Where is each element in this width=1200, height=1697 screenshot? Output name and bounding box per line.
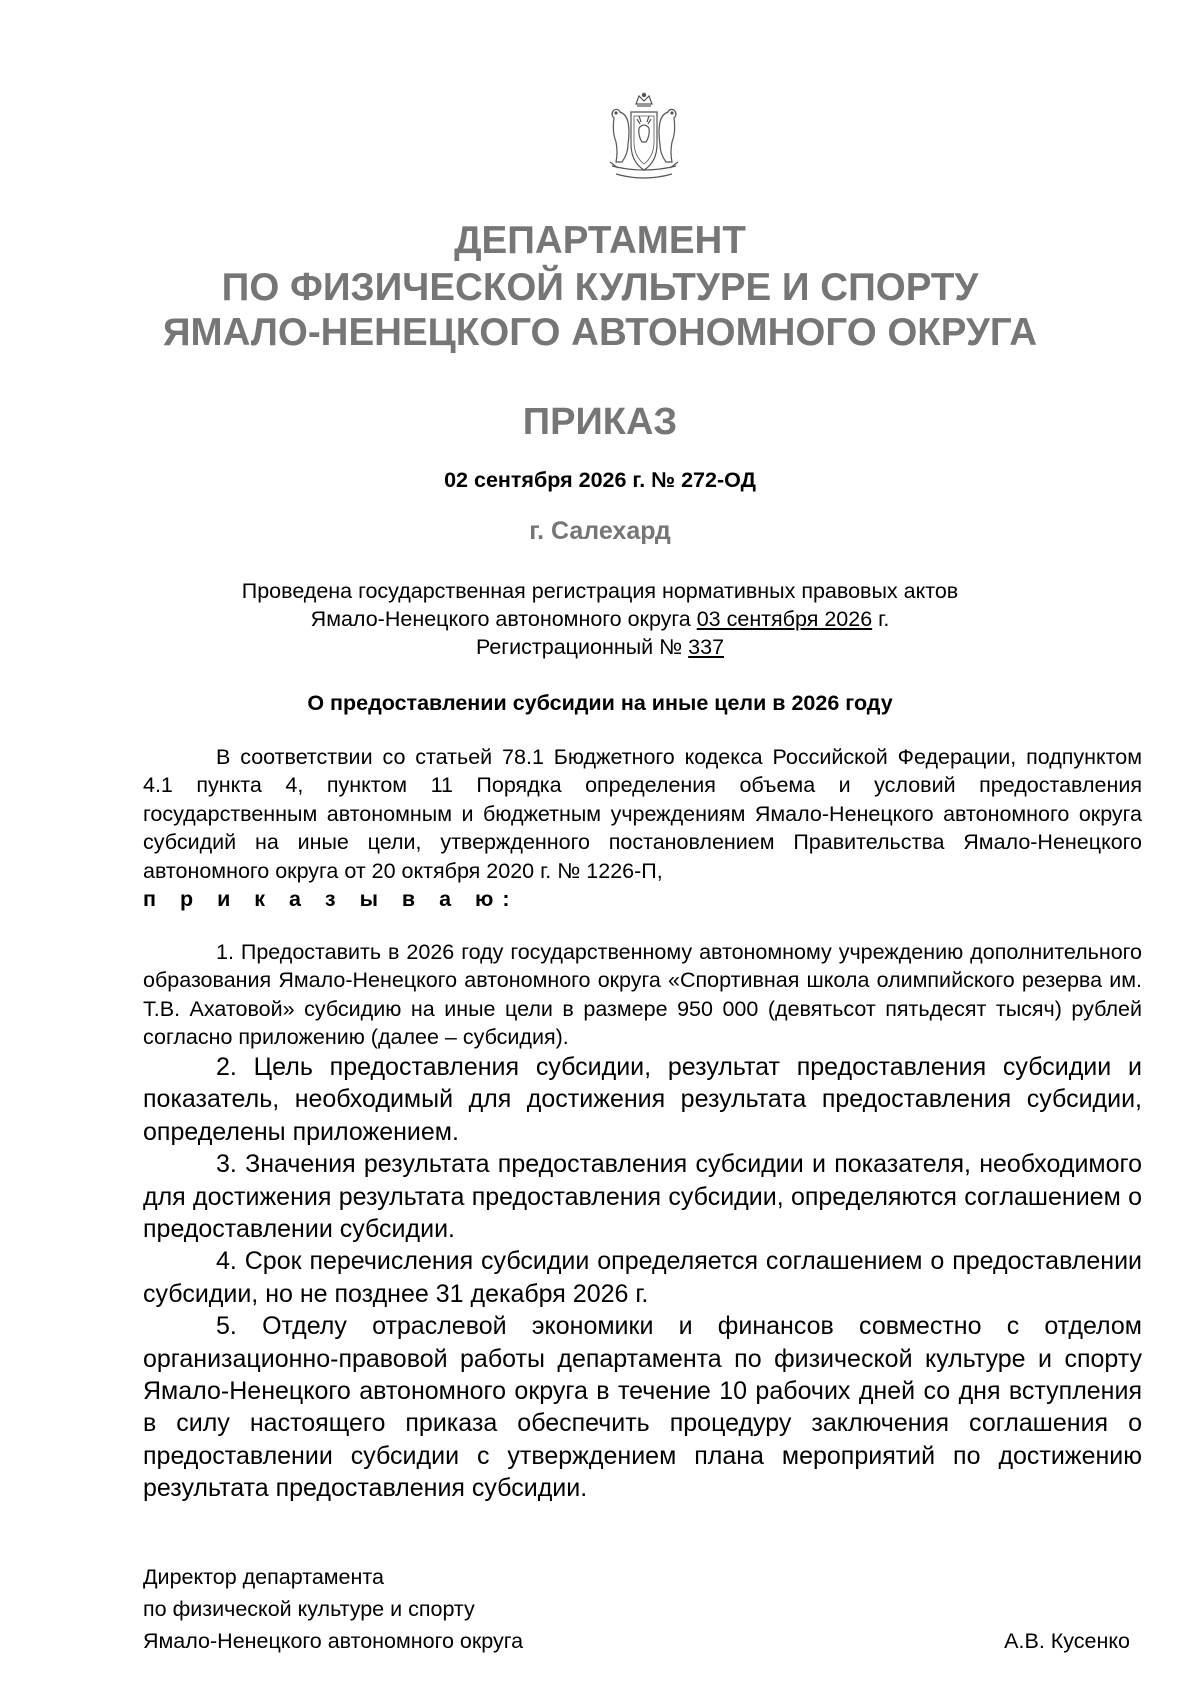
department-title-line-1: ДЕПАРТАМЕНТ (454, 219, 746, 262)
order-word: п р и к а з ы в а ю: (143, 887, 519, 912)
registration-line-2-prefix: Ямало-Ненецкого автономного округа (310, 607, 697, 631)
order-item-2: 2. Цель предоставления субсидии, результат предоставления субсидии и показатель, необходимый для достижения результата предоставления субсидии, определены приложением. (143, 1053, 1142, 1146)
coat-of-arms-icon (606, 92, 682, 184)
order-item-3: 3. Значения результата предоставления субсидии и показателя, необходимого для достижения результата предоставления субсидии, определяются соглашением о предоставлении субсидии. (143, 1150, 1142, 1244)
registration-line-2 (0, 605, 1200, 633)
registration-line-1: Проведена государственная регистрация нормативных правовых актов (241, 579, 959, 603)
department-title-line-2: ПО ФИЗИЧЕСКОЙ КУЛЬТУРЕ И СПОРТУ (221, 266, 979, 309)
date-and-number: 02 сентября 2026 г. № 272-ОД (444, 468, 756, 492)
registration-note (0, 577, 1200, 661)
signature-position (143, 1561, 523, 1657)
order-item-1 (143, 938, 1142, 1052)
registration-line-3 (0, 633, 1200, 661)
order-item-1-text: 1. Предоставить в 2026 году государственному автономному учреждению дополнительного образования Ямало-Ненецкого автономного округа «Спортивная школа олимпийского резерва им. Т.В. Ахатовой» субсидию на иные цели в размере 950 000 (девятьсот пятьдесят тысяч) рублей согласно приложению (далее – субсидия). (143, 940, 1142, 1050)
order-item-5: 5. Отделу отраслевой экономики и финансов совместно с отделом организационно-правовой работы департамента по физической культуре и спорту Ямало-Ненецкого автономного округа в течение 10 рабочих дней со дня вступления в силу настоящего приказа обеспечить процедуру заключения соглашения о предоставлении субсидии с утверждением плана мероприятий по достижению результата предоставления субсидии. (143, 1312, 1142, 1503)
department-title-line-3: ЯМАЛО-НЕНЕЦКОГО АВТОНОМНОГО ОКРУГА (162, 311, 1038, 354)
registration-number-label: Регистрационный № (475, 635, 689, 659)
city: г. Салехард (529, 517, 671, 545)
signature-position-line-2: по физической культуре и спорту (143, 1597, 475, 1621)
order-item-4: 4. Срок перечисления субсидии определяется соглашением о предоставлении субсидии, но не позднее 31 декабря 2026 г. (143, 1247, 1142, 1308)
signer-name: А.В. Кусенко (1004, 1629, 1130, 1653)
document-type: ПРИКАЗ (522, 401, 678, 443)
preamble-text: В соответствии со статьей 78.1 Бюджетного кодекса Российской Федерации, подпунктом 4.1 пункта 4, пунктом 11 Порядка определения объема и условий предоставления государственным автономным и бюджетным учреждениям Ямало-Ненецкого автономного округа субсидий на иные цели, утвержденного постановлением Правительства Ямало-Ненецкого автономного округа от 20 октября 2020 г. № 1226-П, (143, 745, 1142, 883)
document-subject: О предоставлении субсидии на иные цели в 2026 году (307, 691, 893, 715)
preamble (143, 743, 1142, 913)
registration-date: 03 сентября 2026 (696, 607, 873, 631)
signature-position-line-1: Директор департамента (143, 1565, 384, 1589)
order-items (143, 1051, 1142, 1505)
signature-position-line-3: Ямало-Ненецкого автономного округа (143, 1629, 524, 1653)
registration-line-2-suffix: г. (872, 607, 890, 631)
registration-number: 337 (688, 635, 725, 659)
